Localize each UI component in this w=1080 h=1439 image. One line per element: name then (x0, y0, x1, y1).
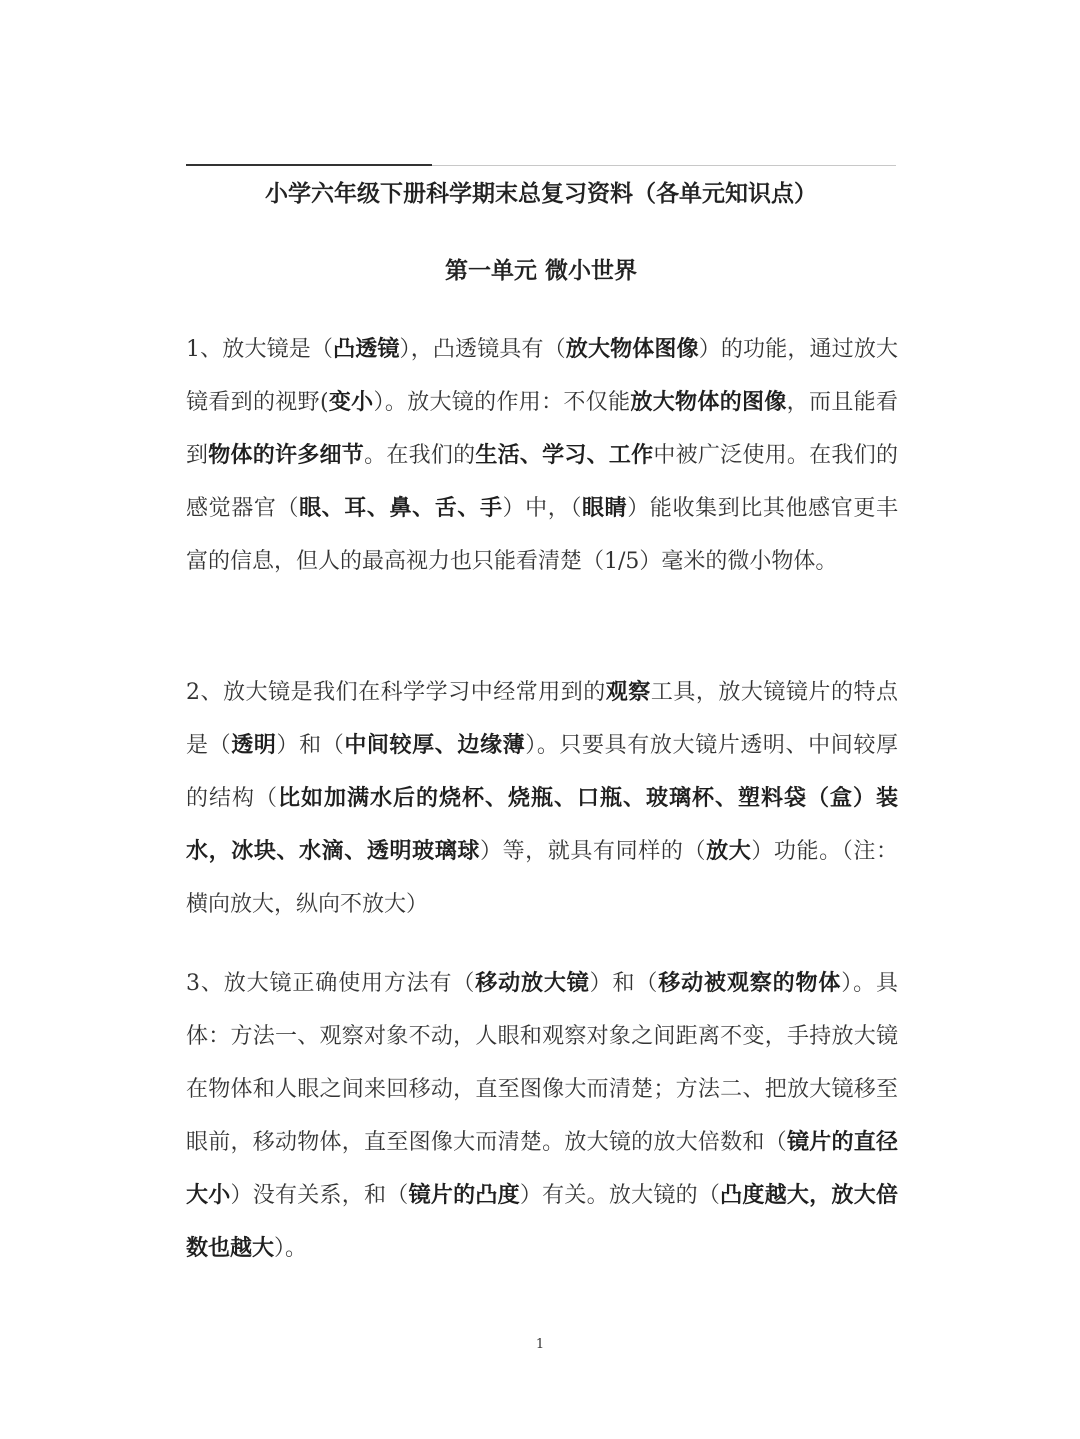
emphasis-text: 放大物体图像 (565, 336, 699, 362)
body-text: ）没有关系，和（ (230, 1183, 409, 1208)
emphasis-text: 透明 (231, 732, 277, 758)
body-text: 3、放大镜正确使用方法有（ (186, 971, 476, 996)
body-text: 工具，放大镜镜片的特点是（ (186, 680, 898, 758)
paragraph-1 (186, 323, 898, 588)
header-rule-accent (186, 164, 432, 166)
document-title: 小学六年级下册科学期末总复习资料（各单元知识点） (265, 180, 817, 207)
body-text: ）等，就具有同样的（ (479, 839, 707, 864)
emphasis-text: 移动被观察的物体 (658, 970, 842, 996)
body-text: 1、放大镜是（ (186, 337, 334, 362)
emphasis-text: 凸透镜 (333, 336, 400, 362)
body-text: ），凸透镜具有（ (399, 337, 566, 362)
body-text: 中被广泛使用。在我们的感觉器官（ (186, 443, 898, 521)
emphasis-text: 比如加满水后的烧杯、烧瓶、口瓶、玻璃杯、塑料袋（盒）装水，冰块、水滴、透明玻璃球 (186, 785, 898, 864)
body-text: ）。具体：方法一、观察对象不动，人眼和观察对象之间距离不变，手持放大镜在物体和人眼之间来回移动，直至图像大而清楚；方法二、把放大镜移至眼前，移动物体，直至图像大而清楚。放大镜的放大倍数和（ (186, 971, 898, 1155)
emphasis-text: 眼睛 (582, 495, 628, 521)
emphasis-text: 放大 (706, 838, 752, 864)
body-text: ）。放大镜的作用：不仅能 (373, 390, 631, 415)
body-text: ）功能。（注：横向放大，纵向不放大） (186, 839, 898, 917)
emphasis-text: 眼、耳、鼻、舌、手 (299, 495, 503, 521)
paragraph-3 (186, 957, 898, 1275)
unit-title: 第一单元 微小世界 (444, 257, 637, 284)
body-text: ）和（ (276, 733, 345, 758)
emphasis-text: 镜片的直径大小 (186, 1129, 898, 1208)
emphasis-text: 生活、学习、工作 (475, 442, 654, 468)
body-text: ）。只要具有放大镜片透明、中间较厚的结构（ (186, 733, 898, 811)
body-text: 。在我们的 (364, 443, 476, 468)
body-text: 2、放大镜是我们在科学学习中经常用到的 (186, 680, 606, 705)
body-text: ）中，（ (502, 496, 583, 521)
emphasis-text: 变小 (328, 389, 374, 415)
page-number: 1 (535, 1337, 545, 1352)
body-text: ）能收集到比其他感官更丰富的信息，但人的最高视力也只能看清楚（1/5）毫米的微小物体。 (186, 496, 898, 574)
emphasis-text: 移动放大镜 (475, 970, 590, 996)
emphasis-text: 放大物体的图像 (630, 389, 787, 415)
body-text: ）和（ (589, 971, 659, 996)
body-text: ，而且能看到 (186, 390, 898, 468)
body-text: ）的功能，通过放大镜看到的视野( (186, 337, 898, 415)
emphasis-text: 中间较厚、边缘薄 (344, 732, 526, 758)
paragraph-2 (186, 666, 898, 931)
emphasis-text: 镜片的凸度 (408, 1182, 520, 1208)
body-text: ）有关。放大镜的（ (519, 1183, 721, 1208)
emphasis-text: 观察 (605, 679, 651, 705)
emphasis-text: 物体的许多细节 (208, 442, 365, 468)
body-text: ）。 (274, 1236, 308, 1261)
emphasis-text: 凸度越大，放大倍数也越大 (186, 1182, 898, 1261)
